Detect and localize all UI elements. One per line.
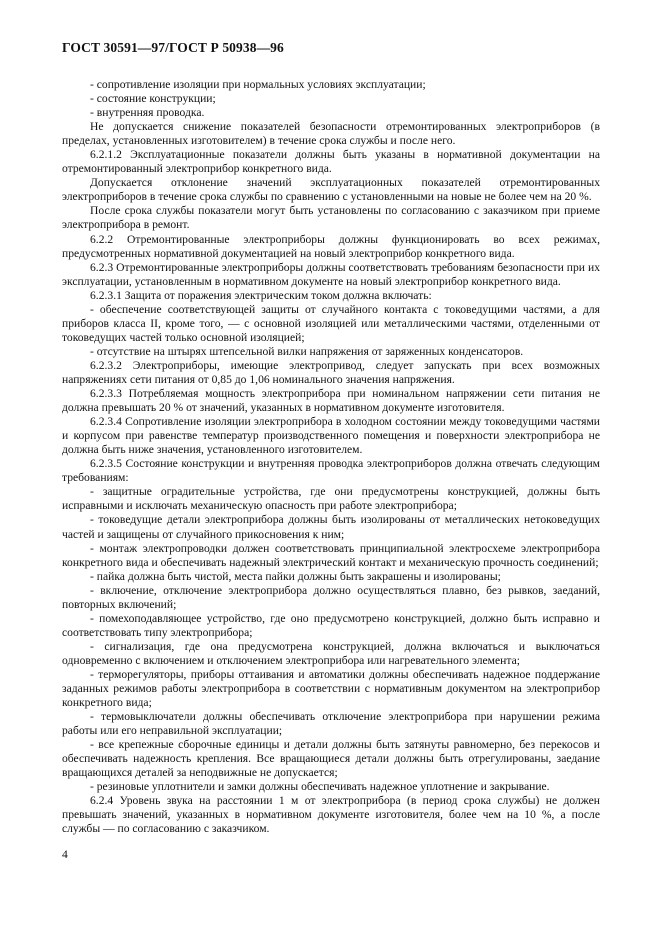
clause-6-2-3: 6.2.3 Отремонтированные электроприборы должны соответствовать требованиям безопасности при их эксплуатации, установленным в нормативном документе на новый электроприбор конкретного вида.	[62, 260, 600, 288]
document-body	[62, 78, 600, 837]
list-item: - защитные оградительные устройства, где они предусмотрены конструкцией, должны быть исправными и исключать механическую опасность при работе электроприбора;	[62, 485, 600, 513]
clause-6-2-3-5: 6.2.3.5 Состояние конструкции и внутренняя проводка электроприборов должна отвечать следующим требованиям:	[62, 457, 600, 485]
list-item: - термовыключатели должны обеспечивать отключение электроприбора при нарушении режима работы или его неправильной эксплуатации;	[62, 710, 600, 738]
list-item: - сопротивление изоляции при нормальных условиях эксплуатации;	[90, 78, 426, 91]
standard-header: ГОСТ 30591—97/ГОСТ Р 50938—96	[62, 40, 284, 55]
paragraph: Допускается отклонение значений эксплуатационных показателей отремонтированных электроприборов в течение срока службы по сравнению с установленными на новые не более чем на 20 %.	[62, 176, 600, 204]
list-item: - терморегуляторы, приборы оттаивания и автоматики должны обеспечивать надежное поддержание заданных режимов работы электроприбора в соответствии с нормативным документом на электроприбор конкретного вида;	[62, 667, 600, 710]
clause-6-2-3-1: 6.2.3.1 Защита от поражения электрическим током должна включать:	[90, 288, 432, 302]
clause-6-2-3-2: 6.2.3.2 Электроприборы, имеющие электропривод, следует запускать при всех возможных напряжениях сети питания от 0,85 до 1,06 номинального значения напряжения.	[62, 358, 600, 386]
paragraph: После срока службы показатели могут быть установлены по согласованию с заказчиком при приеме электроприбора в ремонт.	[62, 204, 600, 232]
list-item: - токоведущие детали электроприбора должны быть изолированы от металлических нетоковедущих частей и защищены от случайного прикосновения к ним;	[62, 513, 600, 541]
list-item: - внутренняя проводка.	[90, 106, 205, 120]
list-item: - сигнализация, где она предусмотрена конструкцией, должна включаться и выключаться одновременно с включением и отключением электроприбора или нагревательного элемента;	[62, 639, 600, 667]
list-item: - пайка должна быть чистой, места пайки должны быть закрашены и изолированы;	[90, 569, 501, 583]
list-item: - помехоподавляющее устройство, где оно предусмотрено конструкцией, должно быть исправно и соответствовать типу электроприбора;	[62, 611, 600, 639]
clause-6-2-3-4: 6.2.3.4 Сопротивление изоляции электроприбора в холодном состоянии между токоведущими частями и корпусом при равенстве температур производственного помещения и поверхности электроприбора не должна быть ниже значения, установленного изготовителем.	[62, 415, 600, 457]
clause-6-2-3-3: 6.2.3.3 Потребляемая мощность электроприбора при номинальном напряжении сети питания не должна превышать 20 % от значений, указанных в нормативном документе изготовителя.	[62, 387, 600, 415]
list-item: - состояние конструкции;	[90, 92, 216, 106]
list-item: - монтаж электропроводки должен соответствовать принципиальной электросхеме электроприбора конкретного вида и обеспечивать надежный электрический контакт и механическую прочность соединений;	[62, 541, 600, 569]
list-item: - включение, отключение электроприбора должно осуществляться плавно, без рывков, заеданий, повторных включений;	[62, 583, 600, 611]
list-item: - все крепежные сборочные единицы и детали должны быть затянуты равномерно, без перекосов и обеспечивать надежность крепления. Все вращающиеся детали должны быть отрегулированы, заедание вращающихся деталей за неподвижные не допускается;	[62, 738, 600, 780]
list-item: - отсутствие на штырях штепсельной вилки напряжения от заряженных конденсаторов.	[90, 344, 524, 358]
clause-6-2-1-2: 6.2.1.2 Эксплуатационные показатели должны быть указаны в нормативной документации на отремонтированный электроприбор конкретного вида.	[62, 148, 600, 176]
list-item: - резиновые уплотнители и замки должны обеспечивать надежное уплотнение и закрывание.	[90, 780, 550, 794]
paragraph: Не допускается снижение показателей безопасности отремонтированных электроприборов (в пределах, установленных изготовителем) в течение срока службы и после него.	[62, 120, 600, 148]
list-item: - обеспечение соответствующей защиты от случайного контакта с токоведущими частями, а для приборов класса II, кроме того, — с основной изоляцией или металлическими частями, отделенными от токоведущих частей только основной изоляцией;	[62, 302, 600, 344]
clause-6-2-4: 6.2.4 Уровень звука на расстоянии 1 м от электроприбора (в период срока службы) не должен превышать значений, указанных в нормативном документе изготовителя, более чем на 10 %, а после службы — по согласованию с заказчиком.	[62, 794, 600, 836]
page-number: 4	[62, 848, 68, 861]
clause-6-2-2: 6.2.2 Отремонтированные электроприборы должны функционировать во всех режимах, предусмотренных нормативной документацией на новый электроприбор конкретного вида.	[62, 232, 600, 260]
